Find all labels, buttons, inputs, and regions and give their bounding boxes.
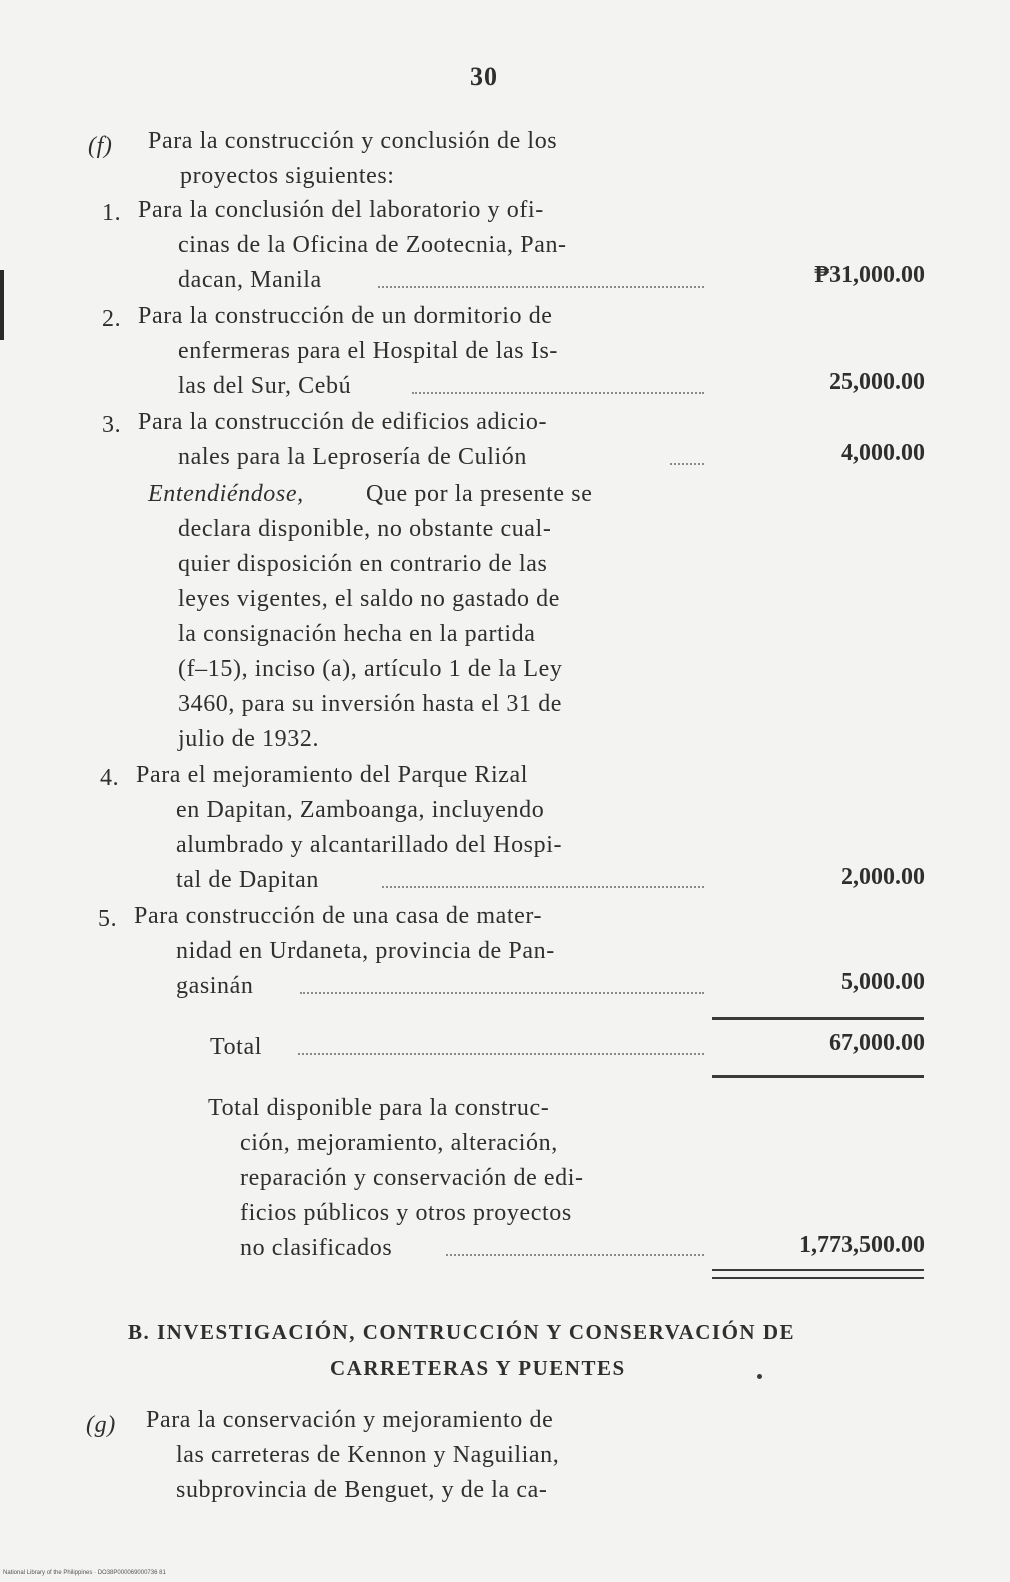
item-4-line-3: alumbrado y alcantarillado del Hospi- [176,832,563,858]
item-2-line-1: Para la construcción de un dormitorio de [138,303,553,329]
subtotal-rule [712,1017,924,1020]
proviso-line-4: leyes vigentes, el saldo no gastado de [178,586,561,612]
item-2-line-2: enfermeras para el Hospital de las Is- [178,338,558,364]
item-3-number: 3. [102,412,122,438]
item-4-line-4: tal de Dapitan [176,867,320,893]
page-number: 30 [470,62,498,91]
total-rule [712,1075,924,1078]
total-amount: 67,000.00 [829,1030,925,1056]
grand-total-amount: 1,773,500.00 [799,1232,925,1258]
grand-total-leader [446,1254,704,1256]
item-1-line-2: cinas de la Oficina de Zootecnia, Pan- [178,232,567,258]
item-4-leader [382,886,704,888]
item-5-amount: 5,000.00 [841,969,925,995]
item-5-line-1: Para construcción de una casa de mater- [134,903,543,929]
footer-credit: National Library of the Philippines · DO38P000069000736 81 [3,1570,166,1576]
scan-edge-shadow [0,270,4,340]
item-4-line-1: Para el mejoramiento del Parque Rizal [136,762,529,788]
grand-total-line-2: ción, mejoramiento, alteración, [240,1130,558,1156]
proviso-line-1: Que por la presente se [366,481,593,507]
total-label: Total [210,1034,262,1060]
proviso-line-7: 3460, para su inversión hasta el 31 de [178,691,563,717]
item-5-line-3: gasinán [176,973,254,999]
section-g-line-1: Para la conservación y mejoramiento de [146,1407,554,1433]
proviso-line-8: julio de 1932. [178,726,320,752]
item-4-number: 4. [100,765,120,791]
proviso-lead: Entendiéndose, [148,481,304,507]
section-b-heading-line-1: B. INVESTIGACIÓN, CONTRUCCIÓN Y CONSERVACIÓN DE [128,1320,795,1344]
section-g-label: (g) [86,1412,116,1438]
item-5-number: 5. [98,906,118,932]
section-g-line-2: las carreteras de Kennon y Naguilian, [176,1442,560,1468]
total-leader [298,1053,704,1055]
section-f-label: (f) [88,133,113,159]
item-3-amount: 4,000.00 [841,440,925,466]
item-3-line-2: nales para la Leprosería de Culión [178,444,527,470]
section-f-intro-line-2: proyectos siguientes: [180,163,395,189]
item-1-line-1: Para la conclusión del laboratorio y ofi- [138,197,544,223]
item-2-leader [412,392,704,394]
section-b-heading-line-2: CARRETERAS Y PUENTES [330,1356,626,1380]
item-3-line-1: Para la construcción de edificios adicio- [138,409,548,435]
item-1-leader [378,286,704,288]
item-4-amount: 2,000.00 [841,864,925,890]
grand-total-line-1: Total disponible para la construc- [208,1095,550,1121]
item-2-amount: 25,000.00 [829,369,925,395]
proviso-line-6: (f–15), inciso (a), artículo 1 de la Ley [178,656,563,682]
item-2-line-3: las del Sur, Cebú [178,373,352,399]
item-1-amount: ₱31,000.00 [814,262,925,288]
item-1-number: 1. [102,200,122,226]
section-f-intro-line-1: Para la construcción y conclusión de los [148,128,558,154]
item-5-line-2: nidad en Urdaneta, provincia de Pan- [176,938,555,964]
item-2-number: 2. [102,306,122,332]
item-1-line-3: dacan, Manila [178,267,322,293]
stray-dot-mark [757,1374,762,1379]
proviso-line-5: la consignación hecha en la partida [178,621,536,647]
item-3-leader [670,463,704,465]
grand-total-double-rule [712,1269,924,1279]
proviso-line-3: quier disposición en contrario de las [178,551,548,577]
grand-total-line-5: no clasificados [240,1235,393,1261]
item-4-line-2: en Dapitan, Zamboanga, incluyendo [176,797,545,823]
section-g-line-3: subprovincia de Benguet, y de la ca- [176,1477,548,1503]
item-5-leader [300,992,704,994]
proviso-line-2: declara disponible, no obstante cual- [178,516,552,542]
grand-total-line-4: ficios públicos y otros proyectos [240,1200,572,1226]
grand-total-line-3: reparación y conservación de edi- [240,1165,584,1191]
